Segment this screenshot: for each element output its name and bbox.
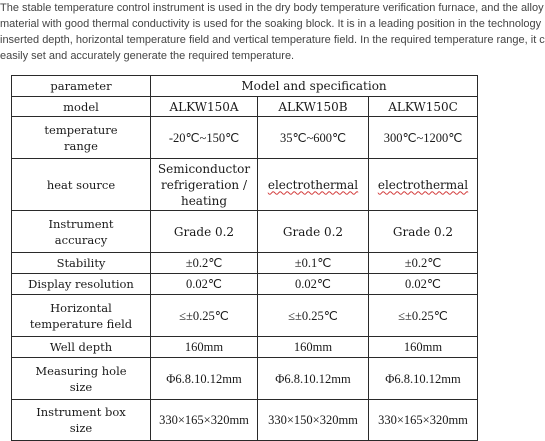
row-label-instrument-accuracy: [12, 211, 151, 253]
spec-table: [11, 75, 478, 441]
cell-resolution-c: 0.02℃: [369, 274, 478, 295]
cell-hole-c: Φ6.8.10.12mm: [369, 358, 478, 400]
table-row: [12, 97, 478, 117]
intro-line: easily set and accurately generate the required temperature.: [0, 50, 295, 62]
cell-resolution-a: 0.02℃: [151, 274, 258, 295]
label-line: temperature: [44, 122, 118, 137]
spellcheck-word: electrothermal: [267, 177, 359, 192]
table-row: [12, 211, 478, 253]
row-label-instrument-box: [12, 400, 151, 441]
row-label-well-depth: Well depth: [12, 337, 151, 358]
cell-hole-b: Φ6.8.10.12mm: [258, 358, 369, 400]
spellcheck-word: electrothermal: [377, 177, 469, 192]
cell-line: Semiconductor: [157, 161, 251, 176]
cell-resolution-b: 0.02℃: [258, 274, 369, 295]
label-line: Horizontal: [50, 300, 112, 315]
table-row: [12, 76, 478, 97]
cell-box-b: 330×150×320mm: [258, 400, 369, 441]
intro-paragraph: [0, 0, 545, 64]
intro-line: inserted depth, horizontal temperature field and vertical temperature field. In the required temperature range, it c: [0, 34, 545, 46]
cell-accuracy-b: Grade 0.2: [258, 211, 369, 253]
table-row: [12, 117, 478, 159]
cell-model-b: ALKW150B: [258, 97, 369, 117]
table-row: [12, 159, 478, 211]
row-label-display-resolution: Display resolution: [12, 274, 151, 295]
table-row: [12, 274, 478, 295]
label-line: Measuring hole: [35, 363, 127, 378]
label-line: accuracy: [54, 232, 108, 247]
cell-stability-c: ±0.2℃: [369, 253, 478, 274]
table-row: [12, 358, 478, 400]
cell-accuracy-c: Grade 0.2: [369, 211, 478, 253]
row-label-horizontal-field: [12, 295, 151, 337]
cell-range-c: 300℃~1200℃: [369, 117, 478, 159]
cell-stability-b: ±0.1℃: [258, 253, 369, 274]
cell-heat-b: [258, 159, 369, 211]
cell-horizontal-c: ≤±0.25℃: [369, 295, 478, 337]
row-label-model: model: [12, 97, 151, 117]
cell-line: refrigeration /: [161, 177, 247, 192]
label-line: Instrument box: [36, 405, 126, 419]
cell-hole-a: Φ6.8.10.12mm: [151, 358, 258, 400]
cell-well-b: 160mm: [258, 337, 369, 358]
row-label-temperature-range: [12, 117, 151, 159]
table-row: [12, 295, 478, 337]
label-line: Instrument: [48, 216, 114, 231]
header-model-spec: Model and specification: [151, 76, 478, 97]
row-label-stability: Stability: [12, 253, 151, 274]
intro-line: The stable temperature control instrument is used in the dry body temperature verification furnace, and the alloy: [0, 2, 544, 14]
cell-well-c: 160mm: [369, 337, 478, 358]
label-line: size: [69, 379, 93, 394]
cell-box-c: 330×165×320mm: [369, 400, 478, 441]
cell-horizontal-a: ≤±0.25℃: [151, 295, 258, 337]
cell-line: heating: [180, 193, 228, 208]
table-row: [12, 400, 478, 441]
cell-range-b: 35℃~600℃: [258, 117, 369, 159]
cell-box-a: 330×165×320mm: [151, 400, 258, 441]
cell-model-a: ALKW150A: [151, 97, 258, 117]
label-line: size: [69, 421, 93, 435]
cell-stability-a: ±0.2℃: [151, 253, 258, 274]
cell-horizontal-b: ≤±0.25℃: [258, 295, 369, 337]
label-line: range: [64, 138, 98, 153]
header-parameter: parameter: [12, 76, 151, 97]
label-line: temperature field: [29, 316, 133, 331]
row-label-heat-source: heat source: [12, 159, 151, 211]
cell-accuracy-a: Grade 0.2: [151, 211, 258, 253]
cell-heat-c: [369, 159, 478, 211]
table-row: [12, 337, 478, 358]
row-label-measuring-hole: [12, 358, 151, 400]
intro-line: material with good thermal conductivity is used for the soaking block. It is in a leading position in the technology: [0, 18, 542, 30]
cell-heat-a: [151, 159, 258, 211]
cell-range-a: -20℃~150℃: [151, 117, 258, 159]
table-row: [12, 253, 478, 274]
cell-model-c: ALKW150C: [369, 97, 478, 117]
cell-well-a: 160mm: [151, 337, 258, 358]
